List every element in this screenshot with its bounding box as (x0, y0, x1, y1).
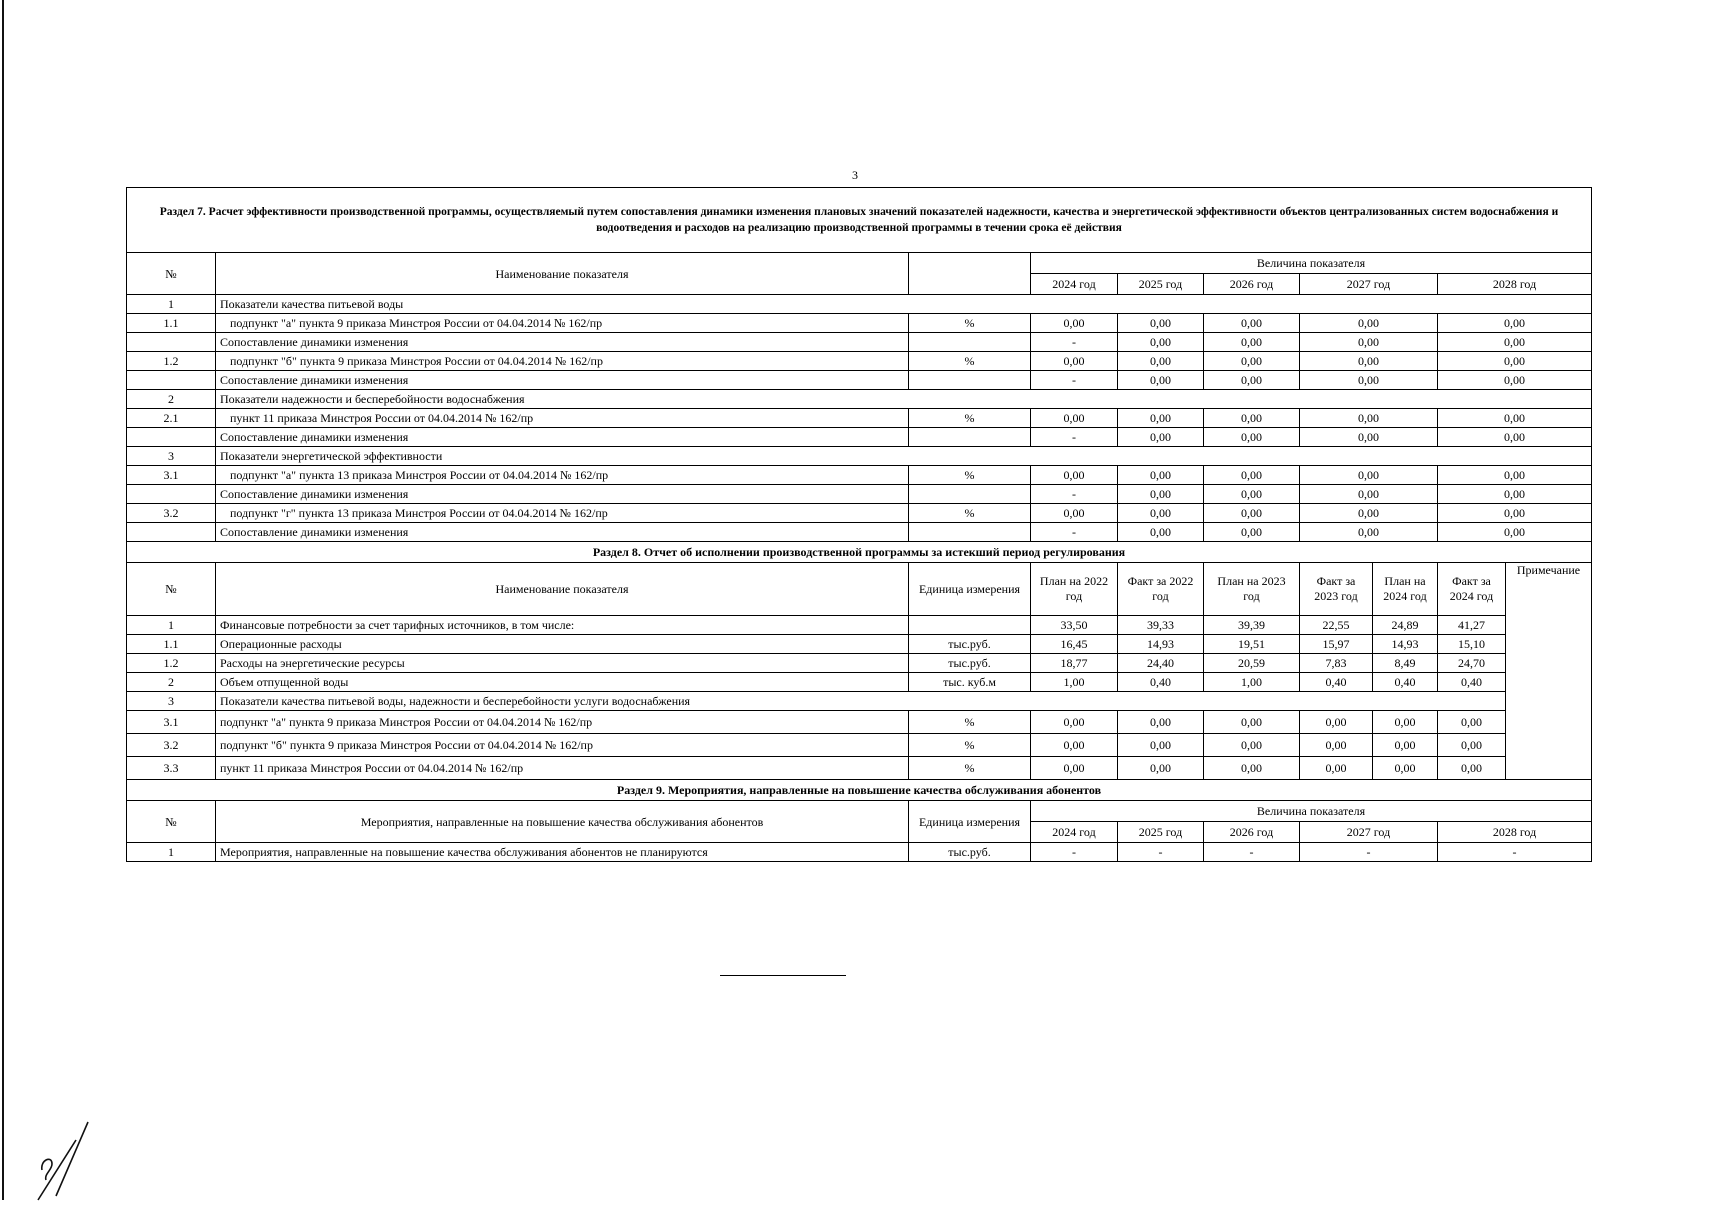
value-cell: 0,00 (1204, 523, 1300, 542)
group-name: Показатели качества питьевой воды, надежности и бесперебойности услуги водоснабжения (216, 692, 1506, 711)
section7-year: 2024 год (1031, 274, 1118, 295)
value-cell: 15,10 (1438, 635, 1506, 654)
value-cell: 0,00 (1031, 757, 1118, 780)
value-cell: 0,00 (1300, 428, 1438, 447)
section8-row (127, 734, 1592, 757)
value-cell: 22,55 (1300, 616, 1373, 635)
section8-period-header: План на 2022 год (1031, 563, 1118, 616)
section7-row (127, 333, 1592, 352)
value-cell: 0,00 (1438, 504, 1592, 523)
value-cell: 15,97 (1300, 635, 1373, 654)
indicator-name: Сопоставление динамики изменения (216, 428, 909, 447)
section9-col-unit: Единица измерения (909, 801, 1031, 843)
value-cell: 14,93 (1118, 635, 1204, 654)
value-cell: 0,00 (1438, 523, 1592, 542)
value-cell: - (1118, 843, 1204, 862)
value-cell: 0,00 (1204, 314, 1300, 333)
unit-cell: % (909, 504, 1031, 523)
section8-col-name: Наименование показателя (216, 563, 909, 616)
section7-row (127, 409, 1592, 428)
value-cell: 0,00 (1300, 757, 1373, 780)
indicator-name: Сопоставление динамики изменения (216, 333, 909, 352)
indicator-name: Сопоставление динамики изменения (216, 523, 909, 542)
value-cell: - (1031, 485, 1118, 504)
value-cell: 0,00 (1438, 757, 1506, 780)
value-cell: 0,00 (1031, 409, 1118, 428)
unit-cell (909, 428, 1031, 447)
indicator-name: пункт 11 приказа Минстроя России от 04.04.2014 № 162/пр (216, 409, 909, 428)
scan-edge-line (2, 0, 4, 1200)
value-cell: 0,00 (1438, 314, 1592, 333)
value-cell: 0,40 (1118, 673, 1204, 692)
value-cell: 0,00 (1118, 523, 1204, 542)
section8-period-header: План на 2023 год (1204, 563, 1300, 616)
value-cell: 0,40 (1300, 673, 1373, 692)
value-cell: 24,40 (1118, 654, 1204, 673)
section8-title: Раздел 8. Отчет об исполнении производственной программы за истекший период регулирования (127, 542, 1592, 563)
section7-col-value: Величина показателя (1031, 253, 1592, 274)
value-cell: - (1438, 843, 1592, 862)
section7-col-name: Наименование показателя (216, 253, 909, 295)
value-cell: 0,00 (1118, 314, 1204, 333)
row-number: 1 (127, 295, 216, 314)
value-cell: 0,00 (1118, 711, 1204, 734)
value-cell: 0,00 (1118, 466, 1204, 485)
value-cell: 33,50 (1031, 616, 1118, 635)
end-rule (720, 975, 846, 976)
section7-year: 2025 год (1118, 274, 1204, 295)
row-number: 3.2 (127, 504, 216, 523)
value-cell: 20,59 (1204, 654, 1300, 673)
value-cell: 24,70 (1438, 654, 1506, 673)
unit-cell: тыс.руб. (909, 635, 1031, 654)
unit-cell: тыс.руб. (909, 654, 1031, 673)
unit-cell: % (909, 314, 1031, 333)
section7-year: 2027 год (1300, 274, 1438, 295)
value-cell: - (1031, 333, 1118, 352)
indicator-name: Сопоставление динамики изменения (216, 485, 909, 504)
row-number: 2 (127, 390, 216, 409)
section7-row (127, 428, 1592, 447)
value-cell: 0,00 (1118, 734, 1204, 757)
measure-name: Мероприятия, направленные на повышение качества обслуживания абонентов не планируются (216, 843, 909, 862)
section7-row (127, 504, 1592, 523)
value-cell: 0,00 (1118, 371, 1204, 390)
value-cell: 0,00 (1118, 757, 1204, 780)
indicator-name: пункт 11 приказа Минстроя России от 04.04.2014 № 162/пр (216, 757, 909, 780)
section7-row (127, 485, 1592, 504)
value-cell: 0,00 (1031, 734, 1118, 757)
row-number: 2 (127, 673, 216, 692)
row-number (127, 523, 216, 542)
report-table-body (127, 188, 1592, 862)
section8-row (127, 692, 1592, 711)
value-cell: 0,40 (1373, 673, 1438, 692)
value-cell: 0,00 (1118, 333, 1204, 352)
value-cell: 0,00 (1204, 428, 1300, 447)
indicator-name: подпункт "б" пункта 9 приказа Минстроя России от 04.04.2014 № 162/пр (216, 352, 909, 371)
value-cell: 0,00 (1300, 466, 1438, 485)
row-number: 3.2 (127, 734, 216, 757)
section8-col-no: № (127, 563, 216, 616)
row-number: 1.2 (127, 654, 216, 673)
value-cell: 0,00 (1118, 504, 1204, 523)
value-cell: 39,39 (1204, 616, 1300, 635)
unit-cell: тыс.руб. (909, 843, 1031, 862)
value-cell: 19,51 (1204, 635, 1300, 654)
section8-period-header: Факт за 2023 год (1300, 563, 1373, 616)
section7-row (127, 352, 1592, 371)
section7-row (127, 523, 1592, 542)
row-number: 3.1 (127, 711, 216, 734)
value-cell: 0,00 (1118, 352, 1204, 371)
unit-cell: % (909, 409, 1031, 428)
section7-year: 2028 год (1438, 274, 1592, 295)
value-cell: 0,00 (1031, 352, 1118, 371)
value-cell: 0,00 (1300, 409, 1438, 428)
value-cell: 0,00 (1300, 371, 1438, 390)
row-number: 1.2 (127, 352, 216, 371)
row-number: 1 (127, 616, 216, 635)
value-cell: 0,00 (1373, 711, 1438, 734)
unit-cell (909, 523, 1031, 542)
row-number (127, 371, 216, 390)
unit-cell: % (909, 466, 1031, 485)
value-cell: 0,00 (1204, 485, 1300, 504)
value-cell: 0,00 (1438, 466, 1592, 485)
value-cell: 0,00 (1373, 734, 1438, 757)
value-cell: 0,00 (1438, 711, 1506, 734)
section8-period-header: Факт за 2022 год (1118, 563, 1204, 616)
row-number: 1.1 (127, 314, 216, 333)
value-cell: - (1031, 843, 1118, 862)
section7-row (127, 314, 1592, 333)
group-name: Показатели энергетической эффективности (216, 447, 1592, 466)
section7-col-unit (909, 253, 1031, 295)
row-number: 2.1 (127, 409, 216, 428)
indicator-name: Расходы на энергетические ресурсы (216, 654, 909, 673)
value-cell: 0,00 (1373, 757, 1438, 780)
page-number: 3 (852, 168, 858, 182)
value-cell: 0,00 (1204, 734, 1300, 757)
section7-row (127, 295, 1592, 314)
row-number (127, 485, 216, 504)
value-cell: - (1031, 523, 1118, 542)
section9-row (127, 843, 1592, 862)
indicator-name: Объем отпущенной воды (216, 673, 909, 692)
row-number: 3 (127, 692, 216, 711)
value-cell: 0,40 (1438, 673, 1506, 692)
value-cell: 0,00 (1031, 314, 1118, 333)
value-cell: 0,00 (1204, 371, 1300, 390)
indicator-name: Финансовые потребности за счет тарифных источников, в том числе: (216, 616, 909, 635)
indicator-name: подпункт "б" пункта 9 приказа Минстроя России от 04.04.2014 № 162/пр (216, 734, 909, 757)
section7-col-no: № (127, 253, 216, 295)
row-number (127, 333, 216, 352)
value-cell: 7,83 (1300, 654, 1373, 673)
value-cell: 0,00 (1118, 428, 1204, 447)
value-cell: 39,33 (1118, 616, 1204, 635)
unit-cell (909, 333, 1031, 352)
value-cell: 0,00 (1438, 352, 1592, 371)
value-cell: - (1300, 843, 1438, 862)
value-cell: 0,00 (1300, 352, 1438, 371)
document-sheet (126, 187, 1591, 862)
unit-cell: % (909, 757, 1031, 780)
indicator-name: Операционные расходы (216, 635, 909, 654)
section7-row (127, 371, 1592, 390)
unit-cell: % (909, 734, 1031, 757)
value-cell: 0,00 (1204, 504, 1300, 523)
section8-row (127, 616, 1592, 635)
value-cell: 0,00 (1031, 711, 1118, 734)
unit-cell (909, 616, 1031, 635)
indicator-name: подпункт "а" пункта 13 приказа Минстроя России от 04.04.2014 № 162/пр (216, 466, 909, 485)
row-number (127, 428, 216, 447)
value-cell: 0,00 (1300, 485, 1438, 504)
value-cell: 0,00 (1204, 757, 1300, 780)
group-name: Показатели качества питьевой воды (216, 295, 1592, 314)
value-cell: 0,00 (1118, 409, 1204, 428)
section9-year: 2025 год (1118, 822, 1204, 843)
unit-cell (909, 371, 1031, 390)
value-cell: - (1204, 843, 1300, 862)
value-cell: 0,00 (1438, 371, 1592, 390)
value-cell: 0,00 (1438, 734, 1506, 757)
section9-year: 2027 год (1300, 822, 1438, 843)
value-cell: 0,00 (1031, 466, 1118, 485)
value-cell: - (1031, 371, 1118, 390)
section7-row (127, 466, 1592, 485)
row-number: 3 (127, 447, 216, 466)
section8-row (127, 654, 1592, 673)
row-number: 3.1 (127, 466, 216, 485)
section9-year: 2024 год (1031, 822, 1118, 843)
value-cell: 0,00 (1118, 485, 1204, 504)
section8-period-header: План на 2024 год (1373, 563, 1438, 616)
indicator-name: Сопоставление динамики изменения (216, 371, 909, 390)
section7-row (127, 447, 1592, 466)
value-cell: 14,93 (1373, 635, 1438, 654)
value-cell: 18,77 (1031, 654, 1118, 673)
value-cell: - (1031, 428, 1118, 447)
section9-year: 2026 год (1204, 822, 1300, 843)
group-name: Показатели надежности и бесперебойности водоснабжения (216, 390, 1592, 409)
row-number: 1 (127, 843, 216, 862)
row-number: 1.1 (127, 635, 216, 654)
section8-row (127, 673, 1592, 692)
value-cell: 8,49 (1373, 654, 1438, 673)
report-table (126, 187, 1592, 862)
section8-period-header: Факт за 2024 год (1438, 563, 1506, 616)
value-cell: 0,00 (1438, 485, 1592, 504)
value-cell: 0,00 (1300, 314, 1438, 333)
value-cell: 0,00 (1204, 352, 1300, 371)
section7-title: Раздел 7. Расчет эффективности производственной программы, осуществляемый путем сопоставления динамики изменения плановых значений показателей надежности, качества и энергетической эффективности объектов централизованных систем водоснабжения и водоотведения и расходов на реализацию производственной программы в течении срока её действия (127, 188, 1592, 253)
unit-cell (909, 485, 1031, 504)
section8-row (127, 711, 1592, 734)
value-cell: 0,00 (1300, 734, 1373, 757)
unit-cell: тыс. куб.м (909, 673, 1031, 692)
unit-cell: % (909, 711, 1031, 734)
value-cell: 24,89 (1373, 616, 1438, 635)
value-cell: 0,00 (1300, 504, 1438, 523)
value-cell: 0,00 (1204, 466, 1300, 485)
unit-cell: % (909, 352, 1031, 371)
value-cell: 1,00 (1031, 673, 1118, 692)
value-cell: 0,00 (1438, 409, 1592, 428)
value-cell: 0,00 (1300, 333, 1438, 352)
indicator-name: подпункт "а" пункта 9 приказа Минстроя России от 04.04.2014 № 162/пр (216, 314, 909, 333)
section9-col-name: Мероприятия, направленные на повышение качества обслуживания абонентов (216, 801, 909, 843)
value-cell: 1,00 (1204, 673, 1300, 692)
indicator-name: подпункт "г" пункта 13 приказа Минстроя России от 04.04.2014 № 162/пр (216, 504, 909, 523)
handwritten-signature (30, 1100, 100, 1210)
section8-col-unit: Единица измерения (909, 563, 1031, 616)
section7-row (127, 390, 1592, 409)
value-cell: 0,00 (1438, 428, 1592, 447)
row-number: 3.3 (127, 757, 216, 780)
value-cell: 0,00 (1300, 711, 1373, 734)
value-cell: 0,00 (1204, 711, 1300, 734)
value-cell: 0,00 (1031, 504, 1118, 523)
value-cell: 0,00 (1438, 333, 1592, 352)
section9-col-no: № (127, 801, 216, 843)
section8-row (127, 757, 1592, 780)
value-cell: 0,00 (1204, 333, 1300, 352)
indicator-name: подпункт "а" пункта 9 приказа Минстроя России от 04.04.2014 № 162/пр (216, 711, 909, 734)
value-cell: 0,00 (1300, 523, 1438, 542)
section7-year: 2026 год (1204, 274, 1300, 295)
section9-col-value: Величина показателя (1031, 801, 1592, 822)
value-cell: 16,45 (1031, 635, 1118, 654)
section8-row (127, 635, 1592, 654)
section9-year: 2028 год (1438, 822, 1592, 843)
value-cell: 41,27 (1438, 616, 1506, 635)
value-cell: 0,00 (1204, 409, 1300, 428)
section8-col-note: Примечание (1506, 563, 1592, 780)
section9-title: Раздел 9. Мероприятия, направленные на повышение качества обслуживания абонентов (127, 780, 1592, 801)
